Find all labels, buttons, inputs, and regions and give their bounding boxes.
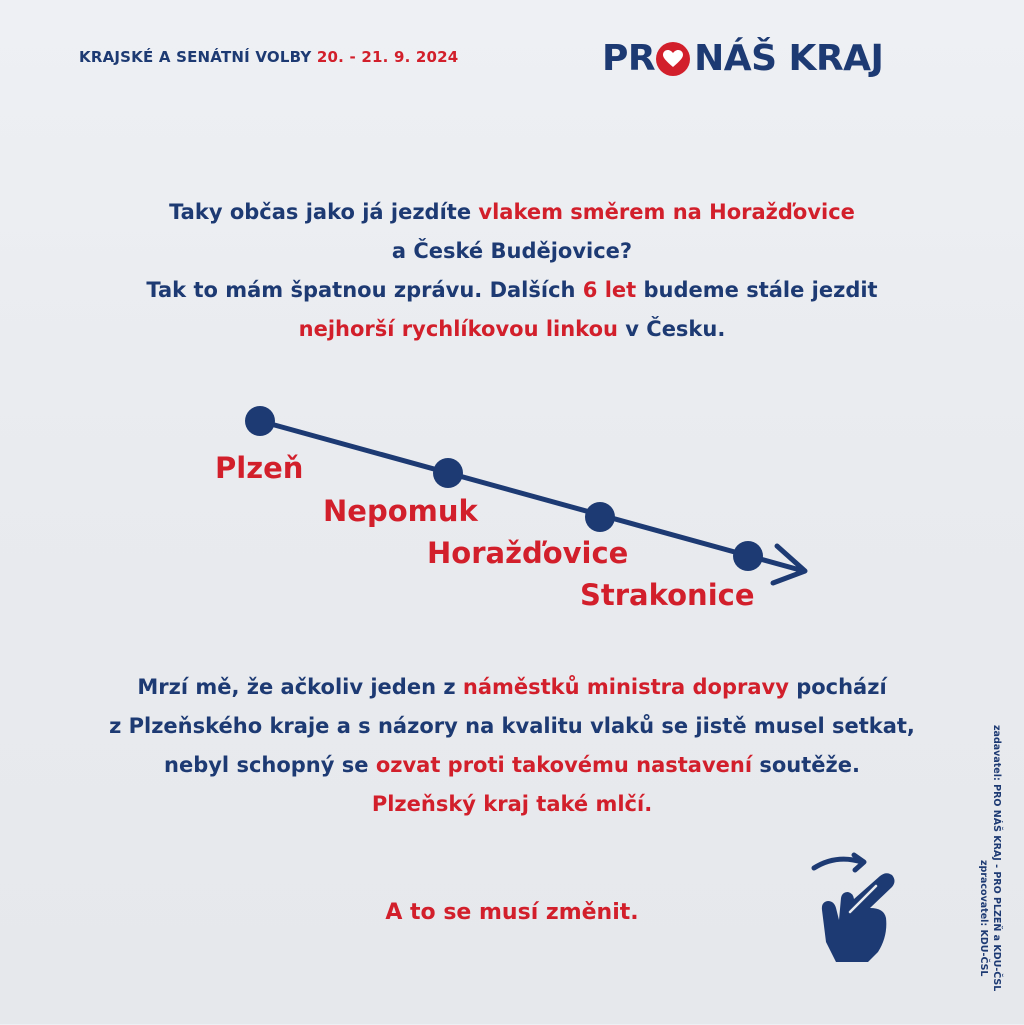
- station-label-nepomuk: Nepomuk: [323, 494, 478, 528]
- logo-text-kraj: NÁŠ KRAJ: [694, 37, 884, 79]
- election-date: 20. - 21. 9. 2024: [316, 48, 459, 66]
- intro-line-2: a České Budějovice?: [391, 239, 633, 263]
- station-label-horazdovice: Horažďovice: [427, 536, 629, 570]
- intro-line-1: Taky občas jako já jezdíte vlakem směrem na Horažďovice: [169, 200, 855, 224]
- complaint-line-4: Plzeňský kraj také mlčí.: [371, 792, 653, 816]
- complaint-line-3: nebyl schopný se ozvat proti takovému nastavení soutěže.: [164, 753, 860, 777]
- credits-vertical: [977, 725, 1003, 1025]
- station-label-strakonice: Strakonice: [580, 578, 755, 612]
- closing-statement: A to se musí změnit.: [385, 900, 639, 925]
- station-dot-strakonice: [733, 541, 763, 571]
- intro-line-3: Tak to mám špatnou zprávu. Dalších 6 let budeme stále jezdit: [146, 278, 878, 302]
- complaint-line-2: z Plzeňského kraje a s názory na kvalitu vlaků se jistě musel setkat,: [109, 714, 915, 738]
- swipe-hand-icon: [806, 852, 902, 964]
- credits-line-1: zadavatel: PRO NÁŠ KRAJ - PRO PLZEŇ a KDU-ČSL: [991, 725, 1002, 992]
- station-dot-plzen: [245, 406, 275, 436]
- complaint-paragraph: [0, 668, 1024, 824]
- station-dot-nepomuk: [433, 458, 463, 488]
- station-label-plzen: Plzeň: [215, 451, 304, 485]
- station-dot-horazdovice: [585, 502, 615, 532]
- credits-line-2: zpracovatel: KDU-ČSL: [978, 860, 989, 977]
- complaint-line-1: Mrzí mě, že ačkoliv jeden z náměstků ministra dopravy pochází: [137, 675, 887, 699]
- election-label: KRAJSKÉ A SENÁTNÍ VOLBY: [79, 48, 312, 66]
- intro-line-4: nejhorší rychlíkovou linkou v Česku.: [298, 317, 726, 341]
- logo-text-pro: PR: [602, 37, 656, 79]
